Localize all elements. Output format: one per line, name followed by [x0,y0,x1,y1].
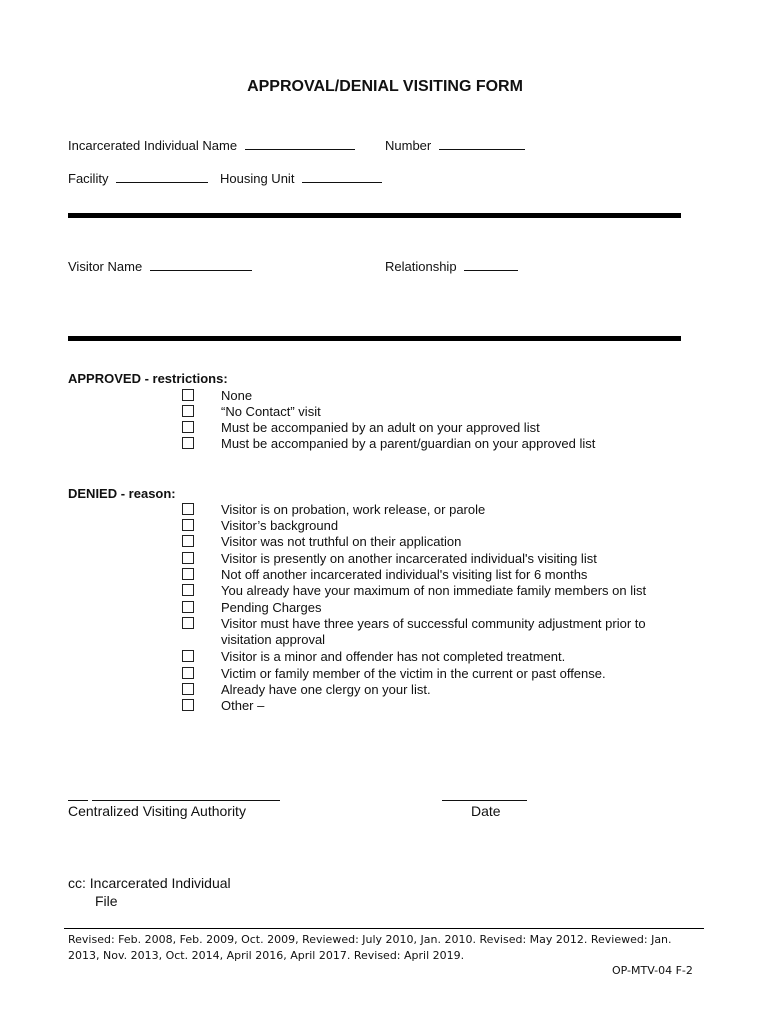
denied-option-minor-treatment: Visitor is a minor and offender has not completed treatment. [221,649,566,664]
denied-checkbox-probation[interactable] [182,503,194,515]
facility-field [68,169,208,186]
approved-option-adult: Must be accompanied by an adult on your approved list [221,420,540,435]
form-title: APPROVAL/DENIAL VISITING FORM [247,78,523,95]
relationship-label: Relationship [385,259,457,274]
denied-checkbox-community-adjustment[interactable] [182,617,194,629]
footer-divider [64,928,704,929]
approved-checkbox-parent[interactable] [182,437,194,449]
approved-checkbox-no-contact[interactable] [182,405,194,417]
cc-line-1: cc: Incarcerated Individual [68,875,231,891]
approved-option-no-contact: “No Contact” visit [221,404,321,419]
signature-line-prefix [68,800,88,801]
number-label: Number [385,138,432,153]
revision-history: Revised: Feb. 2008, Feb. 2009, Oct. 2009, Reviewed: July 2010, Jan. 2010. Revised: May 2012. Reviewed: Jan. 2013, Nov. 2013, Oct. 2014, April 2016, April 2017. Revised: April 2019. [68,933,672,962]
housing-unit-field [220,169,382,186]
housing-unit-label: Housing Unit [220,171,295,186]
inmate-name-label: Incarcerated Individual Name [68,138,238,153]
denied-option-on-other-list: Visitor is presently on another incarcerated individual's visiting list [221,551,597,566]
denied-option-maximum: You already have your maximum of non immediate family members on list [221,583,647,598]
denied-option-not-truthful: Visitor was not truthful on their application [221,534,462,549]
denied-option-victim: Victim or family member of the victim in the current or past offense. [221,666,606,681]
denied-checkbox-maximum[interactable] [182,584,194,596]
date-signature-line[interactable] [442,800,527,801]
facility-input[interactable] [116,169,208,183]
relationship-input[interactable] [464,257,518,271]
divider-top [68,213,681,218]
approved-label: APPROVED - restrictions: [68,371,228,386]
denied-option-background: Visitor’s background [221,518,339,533]
cc-line-2: File [95,893,118,909]
denied-checkbox-minor-treatment[interactable] [182,650,194,662]
approved-option-none: None [221,388,253,403]
denied-checkbox-pending-charges[interactable] [182,601,194,613]
visitor-name-field [68,257,252,274]
denied-option-probation: Visitor is on probation, work release, or parole [221,502,486,517]
denied-option-pending-charges: Pending Charges [221,600,322,615]
denied-option-clergy: Already have one clergy on your list. [221,682,431,697]
date-label: Date [471,803,501,819]
inmate-name-field [68,136,355,153]
visitor-name-label: Visitor Name [68,259,143,274]
visitor-name-input[interactable] [150,257,252,271]
denied-checkbox-six-months[interactable] [182,568,194,580]
denied-checkbox-clergy[interactable] [182,683,194,695]
denied-checkbox-victim[interactable] [182,667,194,679]
approved-checkbox-adult[interactable] [182,421,194,433]
divider-middle [68,336,681,341]
denied-option-community-adjustment: Visitor must have three years of successful community adjustment prior to visitation approval [221,616,646,647]
approved-checkbox-none[interactable] [182,389,194,401]
inmate-name-input[interactable] [245,136,355,150]
housing-unit-input[interactable] [302,169,382,183]
denied-label: DENIED - reason: [68,486,176,501]
authority-label: Centralized Visiting Authority [68,803,246,819]
denied-checkbox-background[interactable] [182,519,194,531]
authority-signature-line[interactable] [92,800,280,801]
number-field [385,136,525,153]
denied-checkbox-other[interactable] [182,699,194,711]
relationship-field [385,257,518,274]
number-input[interactable] [439,136,525,150]
denied-checkbox-not-truthful[interactable] [182,535,194,547]
form-code: OP-MTV-04 F-2 [612,964,693,977]
denied-option-other: Other – [221,698,265,713]
denied-option-six-months: Not off another incarcerated individual's visiting list for 6 months [221,567,588,582]
approved-option-parent: Must be accompanied by a parent/guardian on your approved list [221,436,596,451]
facility-label: Facility [68,171,109,186]
denied-checkbox-on-other-list[interactable] [182,552,194,564]
